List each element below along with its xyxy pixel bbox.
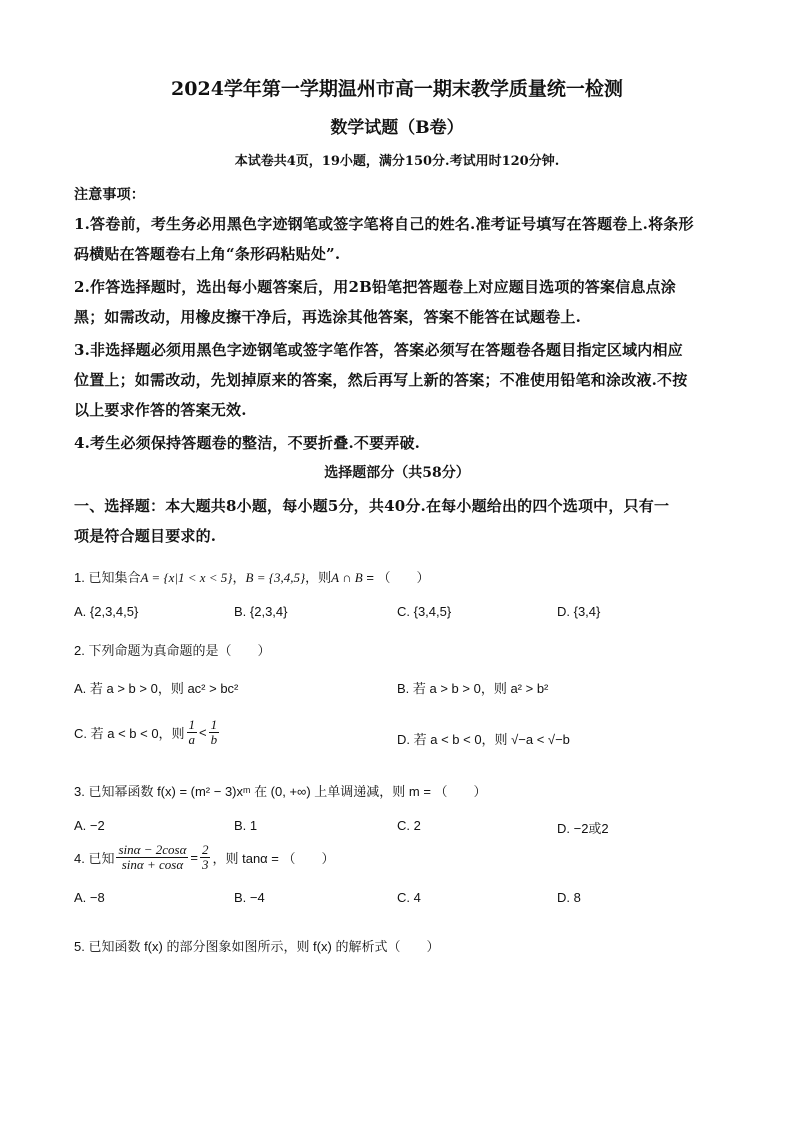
q1-comma: ， — [232, 570, 246, 585]
q3-option-b: B. 1 — [234, 818, 258, 833]
note-line-7: 以上要求作答的答案无效. — [74, 401, 247, 419]
q1-option-a: A. {2,3,4,5} — [74, 604, 139, 619]
q4-denominator: sinα + cosα — [121, 857, 184, 872]
q1-option-c: C. {3,4,5} — [397, 604, 452, 619]
note-line-5: 3.非选择题必须用黑色字迹钢笔或签字笔作答，答案必须写在答题卷各题目指定区域内相应 — [74, 341, 683, 359]
q2-option-d: D. 若 a < b < 0，则 √−a < √−b — [397, 732, 570, 747]
question-1-stem — [74, 567, 430, 586]
q4-numerator: sinα − 2cosα — [118, 842, 187, 857]
section-title: 选择题部分（共58分） — [324, 465, 470, 481]
q1-stem-a: 1. 已知集合 — [74, 570, 141, 585]
q4-option-d: D. 8 — [557, 890, 581, 905]
q2-c-lhs-fraction — [187, 718, 198, 747]
exam-subtitle: 数学试题（B卷） — [330, 118, 464, 138]
section-intro-line-1: 一、选择题：本大题共8小题，每小题5分，共40分.在每小题给出的四个选项中，只有一 — [74, 497, 670, 515]
q4-fraction — [116, 843, 188, 872]
q4-value-den: 3 — [201, 857, 209, 872]
q2-c-rhs-fraction — [209, 718, 220, 747]
q2-c-op: < — [199, 725, 207, 740]
q4-option-a: A. −8 — [74, 890, 105, 905]
note-line-1: 1.答卷前，考生务必用黑色字迹钢笔或签字笔将自己的姓名.准考证号填写在答题卷上.将条形 — [74, 215, 694, 233]
q1-stem-b: ，则 — [305, 570, 332, 585]
q4-value-num: 2 — [201, 842, 209, 857]
q2-c-rhs-den: b — [210, 732, 218, 747]
notes-heading: 注意事项： — [74, 187, 145, 203]
q4-stem-suffix: ，则 tanα = （ ） — [212, 851, 335, 866]
q3-option-c: C. 2 — [397, 818, 421, 833]
q4-stem-prefix: 4. 已知 — [74, 851, 115, 866]
q1-stem-c: = （ ） — [362, 570, 430, 585]
q3-option-a: A. −2 — [74, 818, 105, 833]
section-intro-line-2: 项是符合题目要求的. — [74, 527, 217, 545]
exam-title: 2024学年第一学期温州市高一期末教学质量统一检测 — [171, 78, 623, 100]
q1-option-d: D. {3,4} — [557, 604, 601, 619]
question-4-stem — [74, 843, 335, 872]
q1-expr: A ∩ B — [331, 570, 363, 585]
q2-option-a: A. 若 a > b > 0，则 ac² > bc² — [74, 681, 239, 696]
q4-equals: = — [190, 850, 198, 865]
q2-c-lhs-num: 1 — [188, 717, 196, 732]
question-3-stem: 3. 已知幂函数 f(x) = (m² − 3)xᵐ 在 (0, +∞) 上单调递减，则 m = （ ） — [74, 784, 487, 799]
q3-option-d: D. −2或2 — [557, 821, 609, 836]
question-2-stem: 2. 下列命题为真命题的是（ ） — [74, 643, 271, 658]
q1-set-a: A = {x|1 < x < 5} — [140, 570, 233, 585]
question-5-stem: 5. 已知函数 f(x) 的部分图象如图所示，则 f(x) 的解析式（ ） — [74, 939, 440, 954]
note-line-3: 2.作答选择题时，选出每小题答案后，用2B铅笔把答题卷上对应题目选项的答案信息点涂 — [74, 278, 676, 296]
q2-c-prefix: C. 若 a < b < 0，则 — [74, 726, 185, 741]
q4-option-c: C. 4 — [397, 890, 421, 905]
q4-value-fraction — [200, 843, 211, 872]
q2-c-rhs-num: 1 — [210, 717, 218, 732]
note-line-6: 位置上；如需改动，先划掉原来的答案，然后再写上新的答案；不准使用铅笔和涂改液.不按 — [74, 371, 688, 389]
note-line-2: 码横贴在答题卷右上角“条形码粘贴处”. — [74, 245, 341, 263]
q4-option-b: B. −4 — [234, 890, 265, 905]
note-line-4: 黑；如需改动，用橡皮擦干净后，再选涂其他答案，答案不能答在试题卷上. — [74, 308, 582, 326]
q1-option-b: B. {2,3,4} — [234, 604, 288, 619]
q2-option-c — [74, 718, 221, 747]
q2-c-lhs-den: a — [188, 732, 196, 747]
q1-set-b: B = {3,4,5} — [245, 570, 306, 585]
note-line-8: 4.考生必须保持答题卷的整洁，不要折叠.不要弄破. — [74, 434, 421, 452]
q2-option-b: B. 若 a > b > 0，则 a² > b² — [397, 681, 549, 696]
exam-info: 本试卷共4页，19小题，满分150分.考试用时120分钟. — [234, 154, 560, 169]
